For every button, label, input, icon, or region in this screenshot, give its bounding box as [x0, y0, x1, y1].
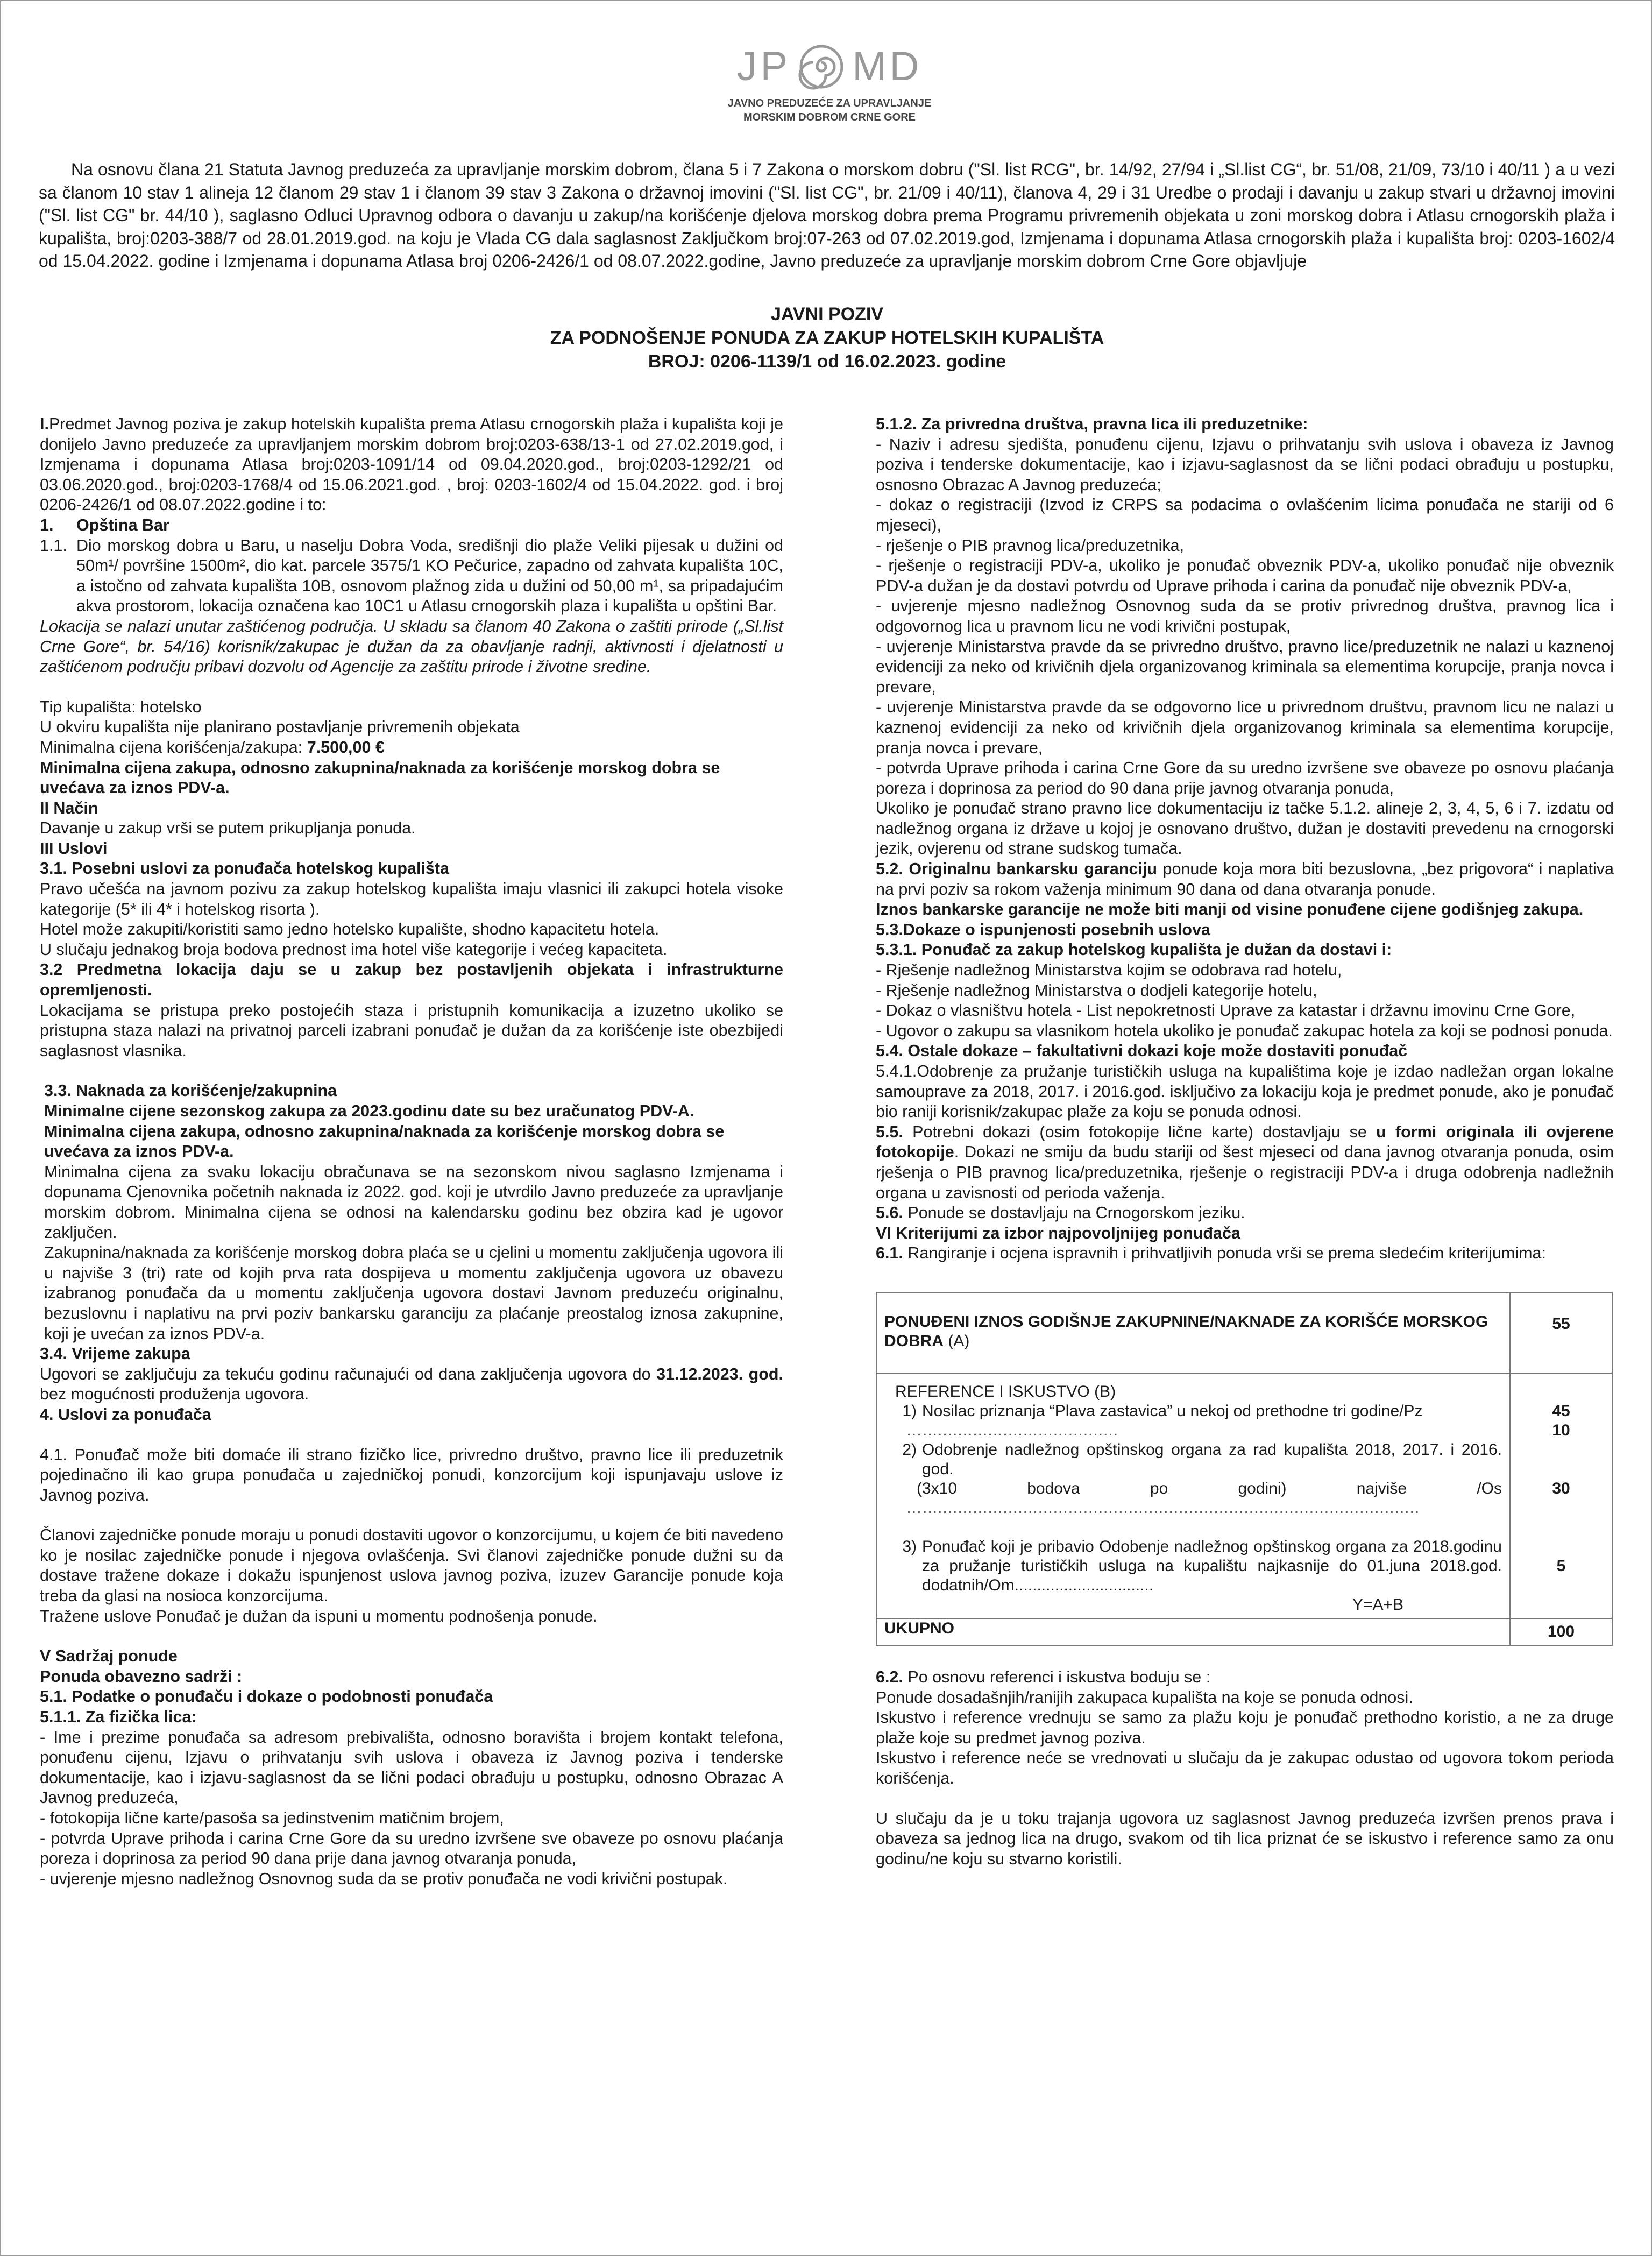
section-3-2-text: Lokacijama se pristupa preko postojećih staza i pristupnih komunikacija a izuzetno ukoliko se pristupna staza nalazi na privatnoj parceli izabrani ponuđač je dužan da za korišćenje iste obezbijedi saglasnost vlasnika. — [40, 1001, 783, 1060]
list-item: - rješenje o registraciji PDV-a, ukoliko je ponuđač obveznik PDV-a, ukoliko ponuđač nije obveznik PDV-a dužan je da dostavi potvrdu od Uprave prihoda i carina da ponuđač nije obveznik PDV-a, — [876, 556, 1614, 595]
section-3-4-heading: 3.4. Vrijeme zakupa — [40, 1345, 190, 1363]
list-item: - uvjerenje mjesno nadležnog Osnovnog suda da se protiv ponuđača ne vodi krivični postupak. — [40, 1869, 728, 1888]
section-5-4-1: 5.4.1.Odobrenje za pružanje turističkih usluga na kupalištima koje je izdao nadležan organ lokalne samouprave za 2018, 2017. i 2016.god. isključivo za lokaciju koja je predmet ponude, ako je ponuđač bio raniji korisnik/zakupac plaže za koju se ponuda odnosi. — [876, 1062, 1614, 1121]
list-item: - potvrda Uprave prihoda i carina Crne Gore da su uredno izvršene sve obaveze po osnovu plaćanja poreza i doprinosa za period 90 dana prije dana javnog otvaranja ponuda, — [40, 1829, 783, 1868]
list-item: - potvrda Uprave prihoda i carina Crne Gore da su uredno izvršene sve obaveze po osnovu plaćanja poreza i doprinosa za period do 90 dana prije javnog otvaranja ponuda, — [876, 759, 1614, 797]
title-line2: ZA PODNOŠENJE PONUDA ZA ZAKUP HOTELSKIH KUPALIŠTA — [550, 328, 1104, 348]
list-item: - Dokaz o vlasništvu hotela - List nepokretnosti Uprave za katastar i državnu imovinu Crne Gore, — [876, 1001, 1576, 1020]
organization-logo — [711, 34, 948, 131]
table-row: REFERENCE I ISKUSTVO (B) 1) Nosilac priznanja “Plava zastavica” u nekoj od prethodne tri godine/Pz …....................................... 2) Odobrenje nadležnog opštinskog organa za rad kupališta 2018, 2017. i 2016. god. (3x10 bodova po godini) najviše /Os …................................................................................................... 3) Ponuđač koji je pribavio Odobenje nadležnog opštinskog organa za 2018.godinu za pružanje turističkih usluga na kupalištu najkasnije do 01.juna 2018.god. dodatnih/Om............................... Y=A+B 45 10 30 5 — [876, 1373, 1612, 1618]
protected-area-note: Lokacija se nalazi unutar zaštićenog područja. U skladu sa članom 40 Zakona o zaštiti prirode („Sl.list Crne Gore“, br. 54/16) korisnik/zakupac je dužan da za obavljanje radnji, aktivnosti i djelatnosti u zaštićenom području pribavi dozvolu od Agencije za zaštitu prirode i životne sredine. — [40, 617, 783, 676]
beach-type: Tip kupališta: hotelsko — [40, 697, 202, 716]
foreign-entity-note: Ukoliko je ponuđač strano pravno lice dokumentaciju iz tačke 5.1.2. alineje 2, 3, 4, 5, 6 i 7. izdatu od nadležnog organa iz države u kojoj je osnovano društvo, dužan je dostaviti prevedenu na crnogorski jezik, ovjerenu od strane sudskog tumača. — [876, 799, 1614, 858]
list-item: - Ugovor o zakupu sa vlasnikom hotela ukoliko je ponuđač zakupac hotela za koji se podnosi ponuda. — [876, 1021, 1613, 1040]
section-3-3-p2: Zakupnina/naknada za korišćenje morskog dobra plaća se u cjelini u momentu zaključenja ugovora ili u najviše 3 (tri) rate od kojih prva rata dospijeva u momentu zaključenja ugovora uz obavezu izabranog ponuđača da u momentu zaključenja ugovora dostavi Javnom preduzeću originalnu, bezuslovnu i naplativu na prvi poziv bankarsku garanciju za plaćanje preostalog iznosa zakupnine, koji je uvećan za iznos PDV-a. — [44, 1243, 783, 1343]
section-2-heading: II Način — [40, 798, 98, 817]
objects-note: U okviru kupališta nije planirano postavljanje privremenih objekata — [40, 718, 520, 737]
section-3-3-p1: Minimalna cijena za svaku lokaciju obračunava se na sezonskom nivou saglasno Izmjenama i dopunama Cjenovnika početnih naknada iz 2022. god. koji je utvrdilo Javno preduzeće za upravljanje morskim dobrom. Minimalna cijena se odnosi na kalendarsku godinu bez obzira kad je ugovor zaključen. — [44, 1162, 783, 1242]
list-item: - Naziv i adresu sjedišta, ponuđenu cijenu, Izjavu o prihvatanju svih uslova i obaveza iz Javnog poziva i tenderske dokumentacije, kao i izjavu-saglasnost da se lični podaci obrađuju u postupku, osnosno Obrazac A Javnog preduzeća; — [876, 435, 1614, 494]
section-3-3-heading: 3.3. Naknada za korišćenje/zakupnina — [44, 1081, 337, 1100]
section-3-1-p2: Hotel može zakupiti/koristiti samo jedno hotelsko kupalište, shodno kapacitetu hotela. — [40, 920, 660, 939]
list-item: - dokaz o registraciji (Izvod iz CRPS sa podacima o ovlašćenim licima ponuđača ne stariji od 6 mjeseci), — [876, 496, 1614, 534]
section-5-1-1-heading: 5.1.1. Za fizička lica: — [40, 1708, 197, 1727]
location-item: 1.1. Dio morskog dobra u Baru, u naselju Dobra Voda, središnji dio plaže Veliki pijesak u dužini od 50m¹/ površine 1500m², dio kat. parcele 3575/1 KO Pečurice, zapadno od zahvata kupališta 10C, a istočno od zahvata kupališta 10B, osnovom plažnog zida u dužini od 50,00 m¹, sa pripadajućim akva prostorom, lokacija označena kao 10C1 u Atlasu crnogorskih plaza i kupališta u opštini Bar. — [40, 536, 783, 616]
section-5-4-heading: 5.4. Ostale dokaze – fakultativni dokazi koje može dostaviti ponuđač — [876, 1042, 1408, 1060]
org-name-line2: MORSKIM DOBROM CRNE GORE — [743, 111, 916, 123]
section-6-2-p3: Iskustvo i reference neće se vrednovati u slučaju da je zakupac odustao od ugovora tokom perioda korišćenja. — [876, 1749, 1614, 1787]
section-4-heading: 4. Uslovi za ponuđača — [40, 1405, 211, 1424]
section-3-3-bold1: Minimalne cijene sezonskog zakupa za 2023.godinu date su bez uračunatog PDV-A. — [44, 1102, 694, 1120]
list-item: - uvjerenje Ministarstva pravde da se privredno društvo, pravno lice/preduzetnik ne nalazi u kaznenoj evidenciji za neko od krivičnih djela organizovanog kriminala sa elementima korupcije, pranja novca i prevare, — [876, 637, 1614, 696]
section-3-4-text: Ugovori se zaključuju za tekuću godinu računajući od dana zaključenja ugovora do 31.12.2023. god. bez mogućnosti produženja ugovora. — [40, 1364, 783, 1404]
section-6-1: 6.1. Rangiranje i ocjena ispravnih i prihvatljivih ponuda vrši se prema sledećim kriterijumima: — [876, 1244, 1546, 1263]
list-item: - rješenje o PIB pravnog lica/preduzetnika, — [876, 536, 1185, 555]
section-5-3-1-heading: 5.3.1. Ponuđač za zakup hotelskog kupališta je dužan da dostavi i: — [876, 940, 1392, 959]
guarantee-amount-note: Iznos bankarske garancije ne može biti manji od visine ponuđene cijene godišnjeg zakupa. — [876, 900, 1584, 919]
spiral-shell-icon — [798, 44, 845, 90]
section-5-2: 5.2. Originalnu bankarsku garanciju ponude koja mora biti bezuslovna, „bez prigovora“ i naplativa na prvi poziv sa rokom važenja minimum 90 dana od dana otvaranja ponude. — [876, 860, 1614, 899]
section-5-3-heading: 5.3.Dokaze o ispunjenosti posebnih uslova — [876, 920, 1210, 939]
section-5-1-heading: 5.1. Podatke o ponuđaču i dokaze o podobnosti ponuđača — [40, 1687, 493, 1706]
municipality-heading: 1. Opština Bar — [40, 515, 169, 534]
list-item: - Rješenje nadležnog Ministarstva kojim se odobrava rad hotelu, — [876, 961, 1342, 980]
section-4-1-text: 4.1. Ponuđač može biti domaće ili strano fizičko lice, privredno društvo, pravno lice ili preduzetnik pojedinačno ili kao grupa ponuđača u zajedničkoj ponudi, konzorcijum koji ispunjavaju uslove iz Javnog poziva. — [40, 1445, 783, 1504]
section-4-requirement: Tražene uslove Ponuđač je dužan da ispuni u momentu podnošenja ponude. — [40, 1607, 598, 1625]
table-row: UKUPNO 100 — [876, 1618, 1612, 1645]
section-6-2-p2: Iskustvo i reference vrednuju se samo za plažu koju je ponuđač prethodno koristio, a ne za druge plaže koje su predmet javnog poziva. — [876, 1708, 1614, 1747]
section-1-subject: I.Predmet Javnog poziva je zakup hotelskih kupališta prema Atlasu crnogorskih plaža i kupališta koji je donijelo Javno preduzeće za upravljanjem morskim dobrom broj:0203-638/13-1 od 27.02.2019.god, i Izmjenama i dopunama Atlasa broj:0203-1091/14 od 09.04.2020.god., broj:0203-1292/21 od 03.06.2020.god., broj:0203-1768/4 od 15.06.2021.god. , broj: 0203-1602/4 od 15.04.2022. god. i broj 0206-2426/1 od 08.07.2022.godine i to: — [40, 415, 783, 514]
section-5-1-2-heading: 5.1.2. Za privredna društva, pravna lica ili preduzetnike: — [876, 415, 1308, 433]
list-item: - fotokopija lične karte/pasoša sa jedinstvenim matičnim brojem, — [40, 1809, 504, 1827]
intro-paragraph: Na osnovu člana 21 Statuta Javnog preduzeća za upravljanje morskim dobrom, člana 5 i 7 Zakona o morskom dobru ("Sl. list RCG", br. 14/92, 27/94 i „Sl.list CG“, br. 51/08, 21/09, 73/10 i 40/11 ) a u vezi sa članom 10 stav 1 alineja 12 članom 29 stav 1 i članom 39 stav 3 Zakona o državnoj imovini ("Sl. list CG", br. 21/09 i 40/11), članova 4, 29 i 31 Uredbe o prodaji i davanju u zakup stvari u državnoj imovini ("Sl. list CG" br. 44/10 ), saglasno Odluci Upravnog odbora o davanju u zakup/na korišćenje djelova morskog dobra prema Programu privremenih objekata u zoni morskog dobra i Atlasu crnogorskih plaža i kupališta, broj:0203-388/7 od 28.01.2019.god. na koju je Vlada CG dala saglasnost Zaključkom broj:07-263 od 07.02.2019.god, Izmjenama i dopunama Atlasa crnogorskih plaža i kupališta broj: 0203-1602/4 od 15.04.2022. godine i Izmjenama i dopunama Atlasa broj 0206-2426/1 od 08.07.2022.godine, Javno preduzeće za upravljanje morskim dobrom Crne Gore objavljuje — [39, 160, 1615, 271]
section-3-2-heading: 3.2 Predmetna lokacija daju se u zakup bez postavljenih objekata i infrastrukturne opremljenosti. — [40, 960, 783, 1000]
section-3-1-heading: 3.1. Posebni uslovi za ponuđača hotelskog kupališta — [40, 859, 449, 878]
table-row: PONUĐENI IZNOS GODIŠNJE ZAKUPNINE/NAKNADE ZA KORIŠĆE MORSKOG DOBRA (A) 55 — [876, 1292, 1612, 1373]
section-5-6: 5.6. Ponude se dostavljaju na Crnogorskom jeziku. — [876, 1204, 1245, 1222]
list-item: - uvjerenje Ministarstva pravde da se odgovorno lice u privrednom društvu, pravnom licu ne nalazi u kaznenoj evidenciji za neko od krivičnih djela organizovanog kriminala sa elementima korupcije, pranja novca i prevare, — [876, 698, 1614, 757]
left-column — [40, 414, 783, 1889]
title-line1: JAVNI POZIV — [770, 304, 884, 324]
section-5-subheading: Ponuda obavezno sadrži : — [40, 1667, 243, 1686]
section-6-heading: VI Kriterijumi za izbor najpovoljnijeg ponuđača — [876, 1224, 1240, 1242]
section-5-heading: V Sadržaj ponude — [40, 1647, 178, 1666]
section-3-3-bold2: Minimalna cijena zakupa, odnosno zakupnina/naknada za korišćenje morskog dobra se uvećava za iznos PDV-a. — [44, 1122, 725, 1161]
vat-note: Minimalna cijena zakupa, odnosno zakupnina/naknada za korišćenje morskog dobra se uvećava za iznos PDV-a. — [40, 758, 720, 797]
minimum-price: Minimalna cijena korišćenja/zakupa: 7.500,00 € — [40, 738, 385, 756]
section-3-1-p3: U slučaju jednakog broja bodova prednost ima hotel više kategorije i većeg kapaciteta. — [40, 940, 668, 959]
list-item: - Rješenje nadležnog Ministarstva o dodjeli kategorije hotelu, — [876, 981, 1317, 1000]
org-name-line1: JAVNO PREDUZEĆE ZA UPRAVLJANJE — [727, 97, 932, 109]
section-3-1-p1: Pravo učešća na javnom pozivu za zakup hotelskog kupališta imaju vlasnici ili zakupci hotela visoke kategorije (5* ili 4* i hotelskog risorta ). — [40, 880, 783, 918]
document-title — [1, 302, 1652, 373]
section-6-2-p1: Ponude dosadašnjih/ranijih zakupaca kupališta na koje se ponuda odnosi. — [876, 1688, 1413, 1707]
list-item: - Ime i prezime ponuđača sa adresom prebivališta, odnosno boravišta i brojem kontakt telefona, ponuđenu cijenu, Izjavu o prihvatanju svih uslova i obaveza iz Javnog poziva i tenderske dokumentacije, kao i izjavu-saglasnost da se lični podaci obrađuju u postupku, odnosno Obrazac A Javnog preduzeća, — [40, 1728, 783, 1807]
logo-left-letters: JP — [736, 43, 791, 89]
section-2-text: Davanje u zakup vrši se putem prikupljanja ponuda. — [40, 819, 416, 838]
title-line3: BROJ: 0206-1139/1 od 16.02.2023. godine — [648, 351, 1006, 372]
criteria-table — [876, 1292, 1613, 1646]
section-3-heading: III Uslovi — [40, 839, 108, 858]
section-6-2: 6.2. Po osnovu referenci i iskustva boduju se : — [876, 1667, 1211, 1686]
right-column — [876, 414, 1614, 1869]
section-6-2-p4: U slučaju da je u toku trajanja ugovora uz saglasnost Javnog preduzeća izvršen prenos prava i obaveza sa jednog lica na drugo, svakom od tih lica priznat će se iskustvo i reference samo za onu godinu/ne koju su stvarno koristili. — [876, 1809, 1614, 1868]
section-4-members: Članovi zajedničke ponude moraju u ponudi dostaviti ugovor o konzorcijumu, u kojem će biti navedeno ko je nosilac zajedničke ponude i njegova ovlašćenja. Svi članovi zajedničke ponude dužni su da dostave tražene dokaze i dokažu ispunjenost uslova javnog poziva, izuzev Garancije ponude koja treba da glasi na nosioca konzorcijuma. — [40, 1526, 783, 1606]
list-item: - uvjerenje mjesno nadležnog Osnovnog suda da se protiv privrednog društva, pravnog lica i odgovornog lica u pravnom licu ne vodi krivični postupak, — [876, 597, 1614, 635]
section-5-5: 5.5. Potrebni dokazi (osim fotokopije lične karte) dostavljaju se u formi originala ili ovjerene fotokopije. Dokazi ne smiju da budu stariji od šest mjeseci od dana javnog otvaranja ponuda, osim rješenja o PIB pravnog lica/preduzetnika, rješenje o registraciji PDV-a i druga odobrenja nadležnih organa u zavisnosti od perioda važenja. — [876, 1122, 1614, 1202]
logo-right-letters: MD — [852, 43, 923, 89]
